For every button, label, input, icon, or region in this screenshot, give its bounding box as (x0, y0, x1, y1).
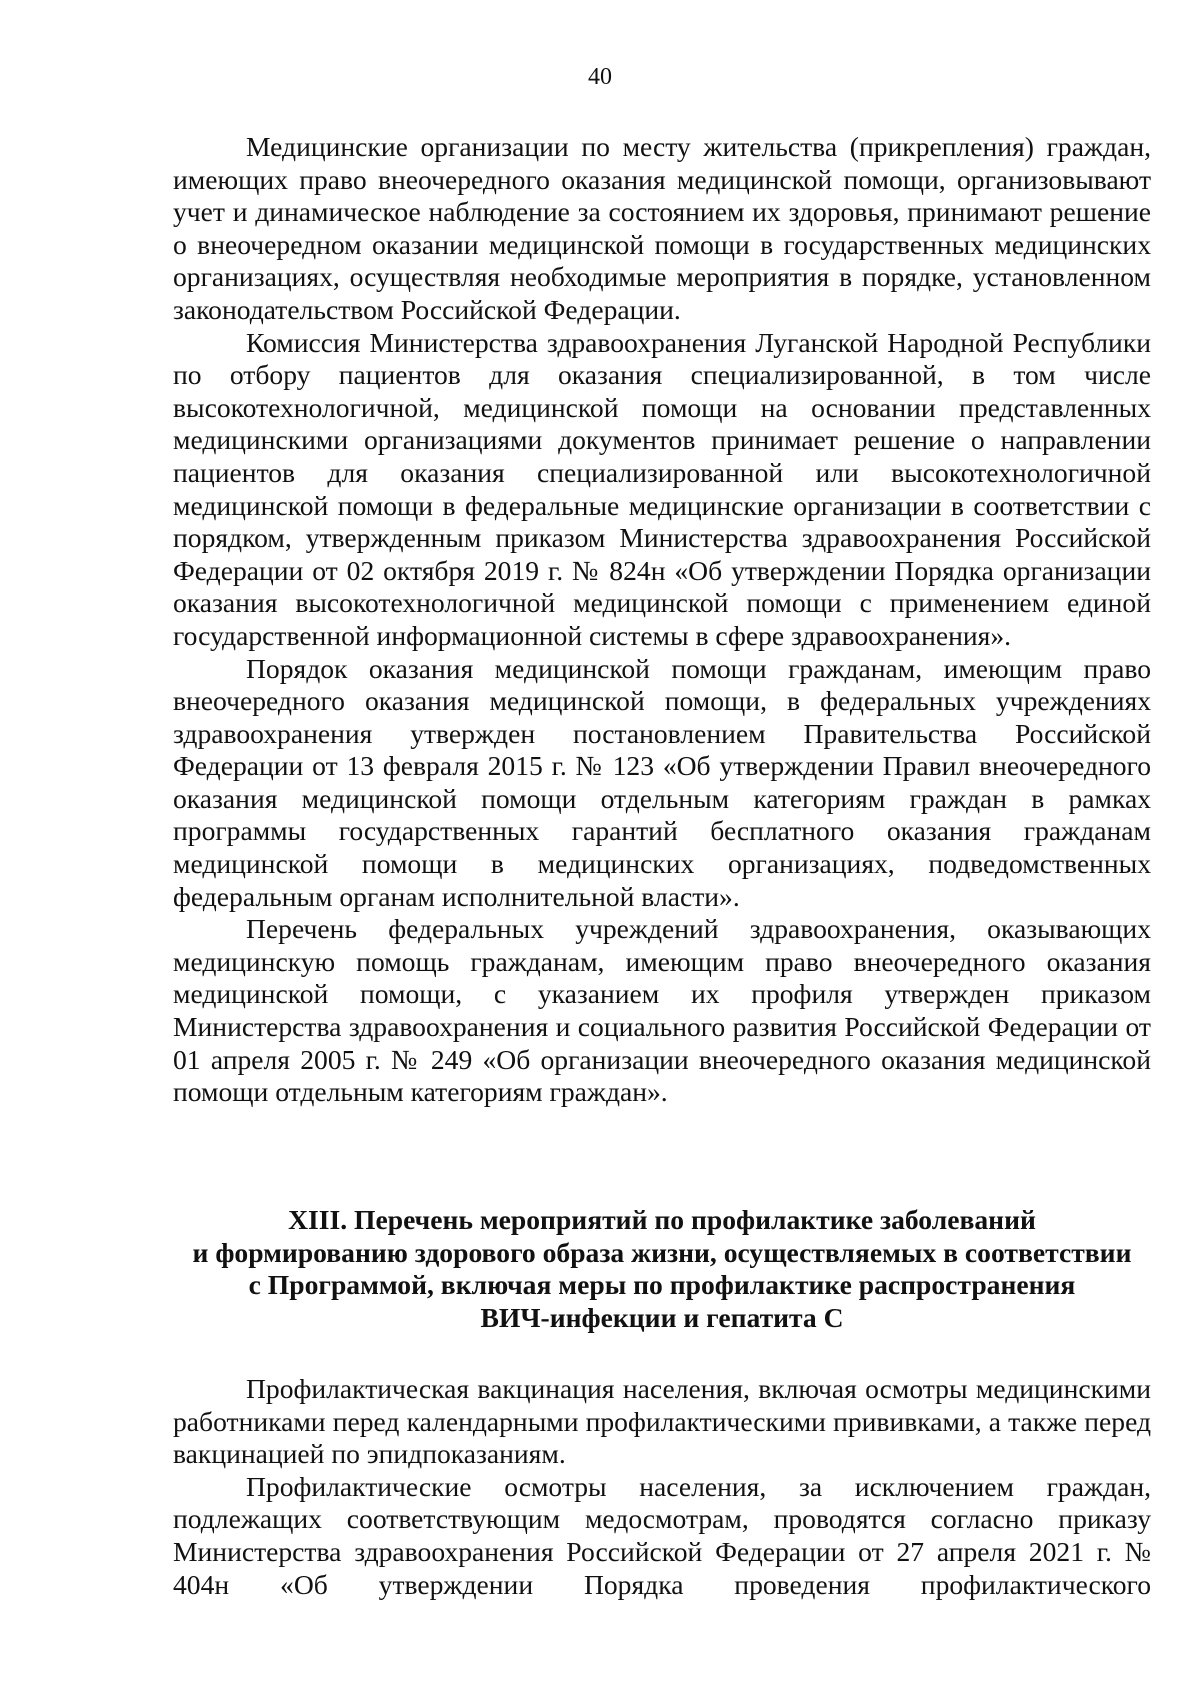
section-heading-line-3: с Программой, включая меры по профилактике распространения (248, 1269, 1076, 1301)
paragraph-federal-procedure: Порядок оказания медицинской помощи гражданам, имеющим право внеочередного оказания медицинской помощи, в федеральных учреждениях здравоохранения утвержден постановлением Правительства Российской Федерации от 13 февраля 2015 г. № 123 «Об утверждении Правил внеочередного оказания медицинской помощи отдельным категориям граждан в рамках программы государственных гарантий бесплатного оказания гражданам медицинской помощи в медицинских организациях, подведомственных федеральным органам исполнительной власти». (173, 652, 1151, 912)
body-text-after-heading (173, 1373, 1151, 1601)
body-text-before-heading (173, 131, 1151, 1109)
paragraph-commission: Комиссия Министерства здравоохранения Луганской Народной Республики по отбору пациентов для оказания специализированной, в том числе высокотехнологичной, медицинской помощи на основании представленных медицинскими организациями документов принимает решение о направлении пациентов для оказания специализированной или высокотехнологичной медицинской помощи в федеральные медицинские организации в соответствии с порядком, утвержденным приказом Министерства здравоохранения Российской Федерации от 02 октября 2019 г. № 824н «Об утверждении Порядка организации оказания высокотехнологичной медицинской помощи с применением единой государственной информационной системы в сфере здравоохранения». (173, 326, 1151, 651)
paragraph-federal-institutions-list: Перечень федеральных учреждений здравоохранения, оказывающих медицинскую помощь гражданам, имеющим право внеочередного оказания медицинской помощи, с указанием их профиля утвержден приказом Министерства здравоохранения и социального развития Российской Федерации от 01 апреля 2005 г. № 249 «Об организации внеочередного оказания медицинской помощи отдельным категориям граждан». (173, 913, 1151, 1108)
section-heading-line-2: и формированию здорового образа жизни, осуществляемых в соответствии (192, 1236, 1132, 1268)
paragraph-preventive-exams: Профилактические осмотры населения, за исключением граждан, подлежащих соответствующим медосмотрам, проводятся согласно приказу Министерства здравоохранения Российской Федерации от 27 апреля 2021 г. № 404н «Об утверждении Порядка проведения профилактического (173, 1470, 1151, 1600)
paragraph-medical-organizations: Медицинские организации по месту жительства (прикрепления) граждан, имеющих право внеочередного оказания медицинской помощи, организовывают учет и динамическое наблюдение за состоянием их здоровья, принимают решение о внеочередном оказании медицинской помощи в государственных медицинских организациях, осуществляя необходимые мероприятия в порядке, установленном законодательством Российской Федерации. (173, 131, 1151, 325)
section-heading-line-4: ВИЧ-инфекции и гепатита С (480, 1301, 844, 1333)
page-number: 40 (588, 64, 612, 90)
section-heading-line-1: XIII. Перечень мероприятий по профилактике заболеваний (288, 1204, 1036, 1235)
paragraph-vaccination: Профилактическая вакцинация населения, включая осмотры медицинскими работниками перед календарными профилактическими прививками, а также перед вакцинацией по эпидпоказаниям. (173, 1373, 1151, 1470)
section-heading (150, 1204, 1174, 1334)
